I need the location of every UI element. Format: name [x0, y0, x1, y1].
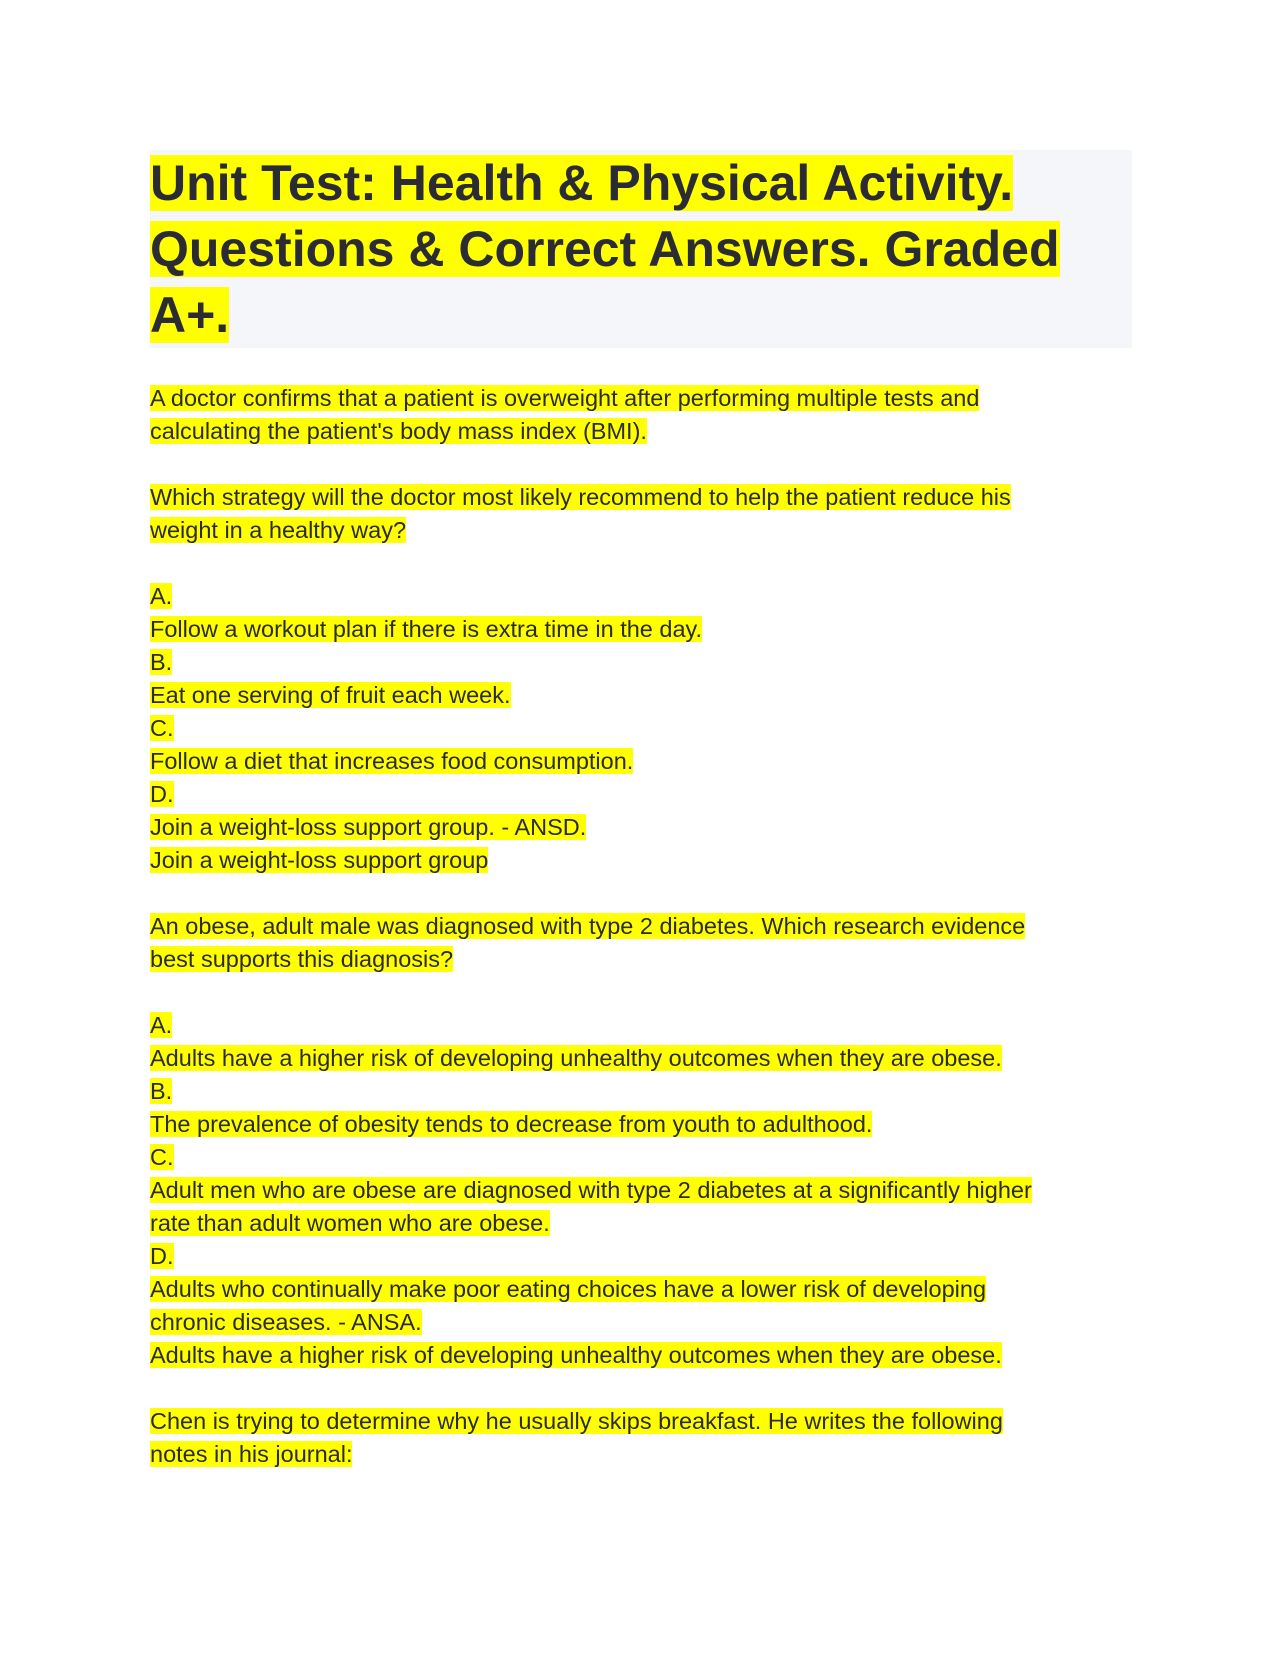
option-text: Adult men who are obese are diagnosed with type 2 diabetes at a significantly higher: [150, 1177, 1032, 1203]
title-line: A+.: [150, 287, 230, 343]
question-stem-line: calculating the patient's body mass index (BMI).: [150, 418, 647, 444]
question-stem-line: An obese, adult male was diagnosed with type 2 diabetes. Which research evidence: [150, 913, 1026, 939]
option-text: Join a weight-loss support group. - ANSD.: [150, 814, 587, 840]
option-letter: D.: [150, 1243, 174, 1269]
question-2: [150, 910, 1100, 1405]
answer-text: Adults have a higher risk of developing unhealthy outcomes when they are obese.: [150, 1342, 1002, 1368]
option-letter: C.: [150, 715, 174, 741]
option-letter: A.: [150, 1012, 173, 1038]
question-prompt-line: Which strategy will the doctor most likely recommend to help the patient reduce his: [150, 484, 1011, 510]
option-text: The prevalence of obesity tends to decrease from youth to adulthood.: [150, 1111, 873, 1137]
option-text: rate than adult women who are obese.: [150, 1210, 550, 1236]
question-stem-line: Chen is trying to determine why he usually skips breakfast. He writes the following: [150, 1408, 1003, 1434]
option-letter: B.: [150, 649, 173, 675]
option-text: Follow a workout plan if there is extra time in the day.: [150, 616, 703, 642]
question-stem-line: notes in his journal:: [150, 1441, 353, 1467]
title-line: Questions & Correct Answers. Graded: [150, 221, 1060, 277]
question-3: [150, 1405, 1100, 1471]
option-text: Adults who continually make poor eating choices have a lower risk of developing: [150, 1276, 987, 1302]
option-text: Adults have a higher risk of developing unhealthy outcomes when they are obese.: [150, 1045, 1002, 1071]
question-stem-line: A doctor confirms that a patient is overweight after performing multiple tests and: [150, 385, 980, 411]
document-title: [150, 150, 1080, 348]
question-prompt-line: weight in a healthy way?: [150, 517, 407, 543]
option-text: Follow a diet that increases food consumption.: [150, 748, 634, 774]
option-letter: C.: [150, 1144, 174, 1170]
option-text: Eat one serving of fruit each week.: [150, 682, 511, 708]
option-text: chronic diseases. - ANSA.: [150, 1309, 422, 1335]
question-stem-line: best supports this diagnosis?: [150, 946, 454, 972]
document-body: [150, 382, 1100, 1471]
title-line: Unit Test: Health & Physical Activity.: [150, 155, 1014, 211]
option-letter: A.: [150, 583, 173, 609]
option-letter: B.: [150, 1078, 173, 1104]
option-letter: D.: [150, 781, 174, 807]
question-1: [150, 382, 1100, 910]
answer-text: Join a weight-loss support group: [150, 847, 489, 873]
